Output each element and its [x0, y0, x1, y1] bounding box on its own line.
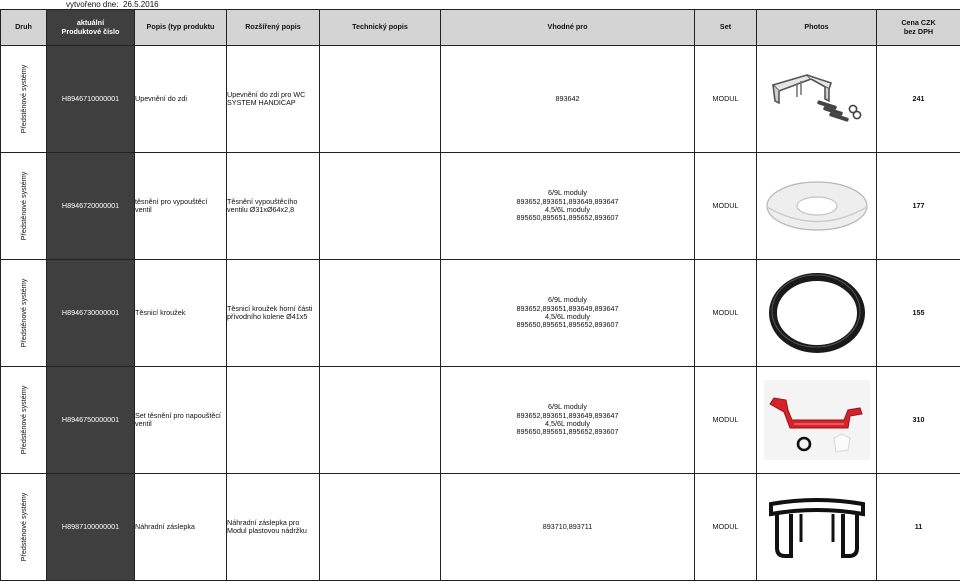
rozsireny-cell: Těsnění vypouštěcího ventilu Ø31xØ64x2,8	[227, 153, 320, 260]
vhodne-cell: 6/9L moduly 893652,893651,893649,893647 4,5/6L moduly 895650,895651,895652,893607	[441, 367, 695, 474]
set-cell: MODUL	[695, 153, 757, 260]
product-code: H8946730000001	[47, 260, 135, 367]
technicky-cell	[320, 367, 441, 474]
set-cell: MODUL	[695, 46, 757, 153]
price-cell: 241	[877, 46, 960, 153]
rozsireny-cell: Těsnicí kroužek horní části přívodního kolene Ø41x5	[227, 260, 320, 367]
druh-cell: Předstěnové systémy	[1, 153, 47, 260]
druh-cell: Předstěnové systémy	[1, 474, 47, 581]
flat-gasket-icon	[757, 153, 877, 260]
rozsireny-cell: Upevnění do zdi pro WC SYSTEM HANDICAP	[227, 46, 320, 153]
price-cell: 177	[877, 153, 960, 260]
header-rozsireny: Rozšířený popis	[227, 10, 320, 46]
vhodne-cell: 893642	[441, 46, 695, 153]
wall-bracket-icon	[757, 46, 877, 153]
popis-cell: Náhradní záslepka	[135, 474, 227, 581]
druh-cell: Předstěnové systémy	[1, 367, 47, 474]
red-lever-seal-set-icon	[757, 367, 877, 474]
header-cena: Cena CZK bez DPH	[877, 10, 960, 46]
blind-plug-icon	[757, 474, 877, 581]
popis-cell: Upevnění do zdi	[135, 46, 227, 153]
vhodne-cell: 893710,893711	[441, 474, 695, 581]
header-technicky: Technický popis	[320, 10, 441, 46]
header-set: Set	[695, 10, 757, 46]
o-ring-icon	[757, 260, 877, 367]
technicky-cell	[320, 474, 441, 581]
price-cell: 155	[877, 260, 960, 367]
created-label: vytvořeno dne:	[66, 0, 119, 9]
rozsireny-cell	[227, 367, 320, 474]
druh-cell: Předstěnové systémy	[1, 260, 47, 367]
popis-cell: Set těsnění pro napouštěcí ventil	[135, 367, 227, 474]
vhodne-cell: 6/9L moduly 893652,893651,893649,893647 4,5/6L moduly 895650,895651,895652,893607	[441, 153, 695, 260]
technicky-cell	[320, 153, 441, 260]
druh-cell: Předstěnové systémy	[1, 46, 47, 153]
table-row	[1, 474, 960, 581]
product-code: H8946750000001	[47, 367, 135, 474]
technicky-cell	[320, 46, 441, 153]
rozsireny-cell: Náhradní záslepka pro Modul plastovou nádržku	[227, 474, 320, 581]
popis-cell: těsnění pro vypouštěcí ventil	[135, 153, 227, 260]
vhodne-cell: 6/9L moduly 893652,893651,893649,893647 4,5/6L moduly 895650,895651,895652,893607	[441, 260, 695, 367]
header-photos: Photos	[757, 10, 877, 46]
header-druh: Druh	[1, 10, 47, 46]
set-cell: MODUL	[695, 474, 757, 581]
header-product-code: aktuální Produktové číslo	[47, 10, 135, 46]
header-vhodne: Vhodné pro	[441, 10, 695, 46]
product-code: H8946720000001	[47, 153, 135, 260]
price-cell: 11	[877, 474, 960, 581]
product-table	[0, 9, 960, 581]
created-date: 26.5.2016	[123, 0, 159, 9]
price-cell: 310	[877, 367, 960, 474]
header-popis: Popis (typ produktu	[135, 10, 227, 46]
technicky-cell	[320, 260, 441, 367]
header-row	[1, 10, 960, 46]
product-code: H8987100000001	[47, 474, 135, 581]
popis-cell: Těsnicí kroužek	[135, 260, 227, 367]
table-row	[1, 153, 960, 260]
created-date-line	[0, 0, 960, 9]
table-row	[1, 367, 960, 474]
set-cell: MODUL	[695, 260, 757, 367]
table-row	[1, 46, 960, 153]
set-cell: MODUL	[695, 367, 757, 474]
table-row	[1, 260, 960, 367]
product-code: H8946710000001	[47, 46, 135, 153]
